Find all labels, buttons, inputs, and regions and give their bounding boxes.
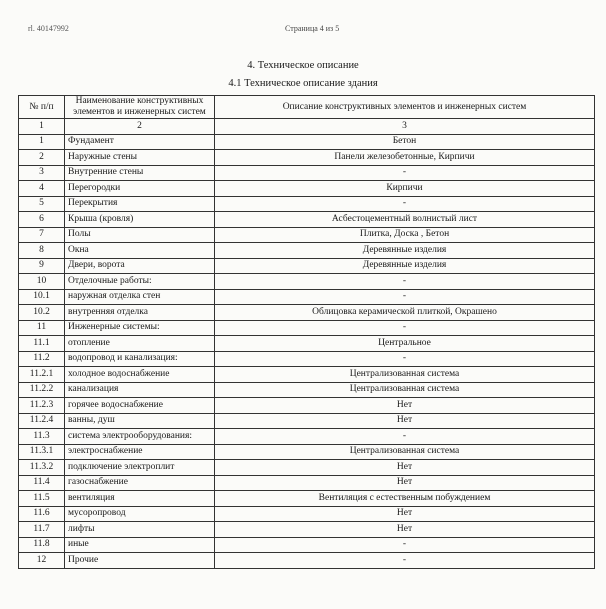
table-row xyxy=(19,320,595,336)
row-description: - xyxy=(215,553,595,569)
row-number: 9 xyxy=(19,258,65,274)
row-description: Нет xyxy=(215,460,595,476)
table-row xyxy=(19,227,595,243)
row-name: Полы xyxy=(65,227,215,243)
row-name: Перегородки xyxy=(65,181,215,197)
table-row xyxy=(19,243,595,259)
row-number: 11.3 xyxy=(19,429,65,445)
row-number: 10.1 xyxy=(19,289,65,305)
row-number: 11.3.2 xyxy=(19,460,65,476)
row-description: - xyxy=(215,351,595,367)
row-number: 11.7 xyxy=(19,522,65,538)
row-name: внутренняя отделка xyxy=(65,305,215,321)
row-name: Двери, ворота xyxy=(65,258,215,274)
row-name: Инженерные системы: xyxy=(65,320,215,336)
row-name: мусоропровод xyxy=(65,506,215,522)
row-description: Централизованная система xyxy=(215,382,595,398)
row-name: ванны, душ xyxy=(65,413,215,429)
row-description: Бетон xyxy=(215,134,595,150)
table-row xyxy=(19,150,595,166)
row-name: отопление xyxy=(65,336,215,352)
table-row xyxy=(19,537,595,553)
table-row xyxy=(19,258,595,274)
row-description: Облицовка керамической плиткой, Окрашено xyxy=(215,305,595,321)
row-description: Нет xyxy=(215,522,595,538)
row-name: газоснабжение xyxy=(65,475,215,491)
row-number: 2 xyxy=(19,150,65,166)
table-row xyxy=(19,429,595,445)
row-name: подключение электроплит xyxy=(65,460,215,476)
row-description: Вентиляция с естественным побуждением xyxy=(215,491,595,507)
table-row xyxy=(19,274,595,290)
table-row xyxy=(19,491,595,507)
row-name: лифты xyxy=(65,522,215,538)
row-name: Отделочные работы: xyxy=(65,274,215,290)
row-description: Деревянные изделия xyxy=(215,243,595,259)
row-description: Кирпичи xyxy=(215,181,595,197)
index-cell: 3 xyxy=(215,119,595,135)
row-description: Централизованная система xyxy=(215,444,595,460)
row-number: 11.4 xyxy=(19,475,65,491)
row-number: 11.2.4 xyxy=(19,413,65,429)
row-description: - xyxy=(215,429,595,445)
row-description: - xyxy=(215,274,595,290)
row-name: горячее водоснабжение xyxy=(65,398,215,414)
table-row xyxy=(19,444,595,460)
row-description: Центральное xyxy=(215,336,595,352)
row-description: Асбестоцементный волнистый лист xyxy=(215,212,595,228)
row-name: Фундамент xyxy=(65,134,215,150)
table-row xyxy=(19,212,595,228)
table-row xyxy=(19,398,595,414)
row-number: 12 xyxy=(19,553,65,569)
row-name: Окна xyxy=(65,243,215,259)
row-name: Прочие xyxy=(65,553,215,569)
document-id: rl. 40147992 xyxy=(28,24,69,33)
row-description: - xyxy=(215,196,595,212)
table-row xyxy=(19,367,595,383)
row-number: 11.5 xyxy=(19,491,65,507)
table-row xyxy=(19,413,595,429)
row-number: 6 xyxy=(19,212,65,228)
table-row xyxy=(19,305,595,321)
row-number: 5 xyxy=(19,196,65,212)
table-row xyxy=(19,196,595,212)
table-row xyxy=(19,336,595,352)
column-header-number: № п/п xyxy=(19,96,65,119)
row-description: Деревянные изделия xyxy=(215,258,595,274)
row-number: 11.2.1 xyxy=(19,367,65,383)
table-row xyxy=(19,351,595,367)
table-row xyxy=(19,134,595,150)
table-body xyxy=(19,134,595,568)
row-number: 11.1 xyxy=(19,336,65,352)
row-description: Нет xyxy=(215,475,595,491)
row-description: Нет xyxy=(215,398,595,414)
row-number: 4 xyxy=(19,181,65,197)
row-name: водопровод и канализация: xyxy=(65,351,215,367)
row-description: - xyxy=(215,165,595,181)
row-description: Нет xyxy=(215,506,595,522)
table-row xyxy=(19,289,595,305)
row-name: канализация xyxy=(65,382,215,398)
row-name: иные xyxy=(65,537,215,553)
row-name: наружная отделка стен xyxy=(65,289,215,305)
row-description: Централизованная система xyxy=(215,367,595,383)
row-description: - xyxy=(215,537,595,553)
table-row xyxy=(19,181,595,197)
technical-description-table xyxy=(18,95,595,569)
index-cell: 2 xyxy=(65,119,215,135)
row-number: 11.2 xyxy=(19,351,65,367)
row-name: Крыша (кровля) xyxy=(65,212,215,228)
section-title: 4. Техническое описание xyxy=(247,60,359,71)
row-description: Нет xyxy=(215,413,595,429)
table-header-row xyxy=(19,96,595,119)
index-cell: 1 xyxy=(19,119,65,135)
row-number: 7 xyxy=(19,227,65,243)
row-number: 10 xyxy=(19,274,65,290)
row-number: 11.6 xyxy=(19,506,65,522)
table-row xyxy=(19,522,595,538)
row-description: Плитка, Доска , Бетон xyxy=(215,227,595,243)
row-number: 11.3.1 xyxy=(19,444,65,460)
row-description: Панели железобетонные, Кирпичи xyxy=(215,150,595,166)
row-name: Наружные стены xyxy=(65,150,215,166)
row-number: 11.2.2 xyxy=(19,382,65,398)
row-description: - xyxy=(215,289,595,305)
row-name: система электрооборудования: xyxy=(65,429,215,445)
row-name: Внутренние стены xyxy=(65,165,215,181)
subsection-title: 4.1 Техническое описание здания xyxy=(228,78,378,89)
row-number: 3 xyxy=(19,165,65,181)
row-number: 11 xyxy=(19,320,65,336)
table-index-row xyxy=(19,119,595,135)
row-number: 11.2.3 xyxy=(19,398,65,414)
column-header-name: Наименование конструктивных элементов и инженерных систем xyxy=(65,96,215,119)
table-row xyxy=(19,165,595,181)
row-name: Перекрытия xyxy=(65,196,215,212)
row-name: холодное водоснабжение xyxy=(65,367,215,383)
page-number: Страница 4 из 5 xyxy=(285,24,340,33)
column-header-description: Описание конструктивных элементов и инженерных систем xyxy=(215,96,595,119)
row-name: вентиляция xyxy=(65,491,215,507)
table-row xyxy=(19,460,595,476)
row-description: - xyxy=(215,320,595,336)
table-row xyxy=(19,382,595,398)
row-name: электроснабжение xyxy=(65,444,215,460)
row-number: 11.8 xyxy=(19,537,65,553)
row-number: 1 xyxy=(19,134,65,150)
table-row xyxy=(19,475,595,491)
table-row xyxy=(19,506,595,522)
row-number: 8 xyxy=(19,243,65,259)
table-row xyxy=(19,553,595,569)
row-number: 10.2 xyxy=(19,305,65,321)
